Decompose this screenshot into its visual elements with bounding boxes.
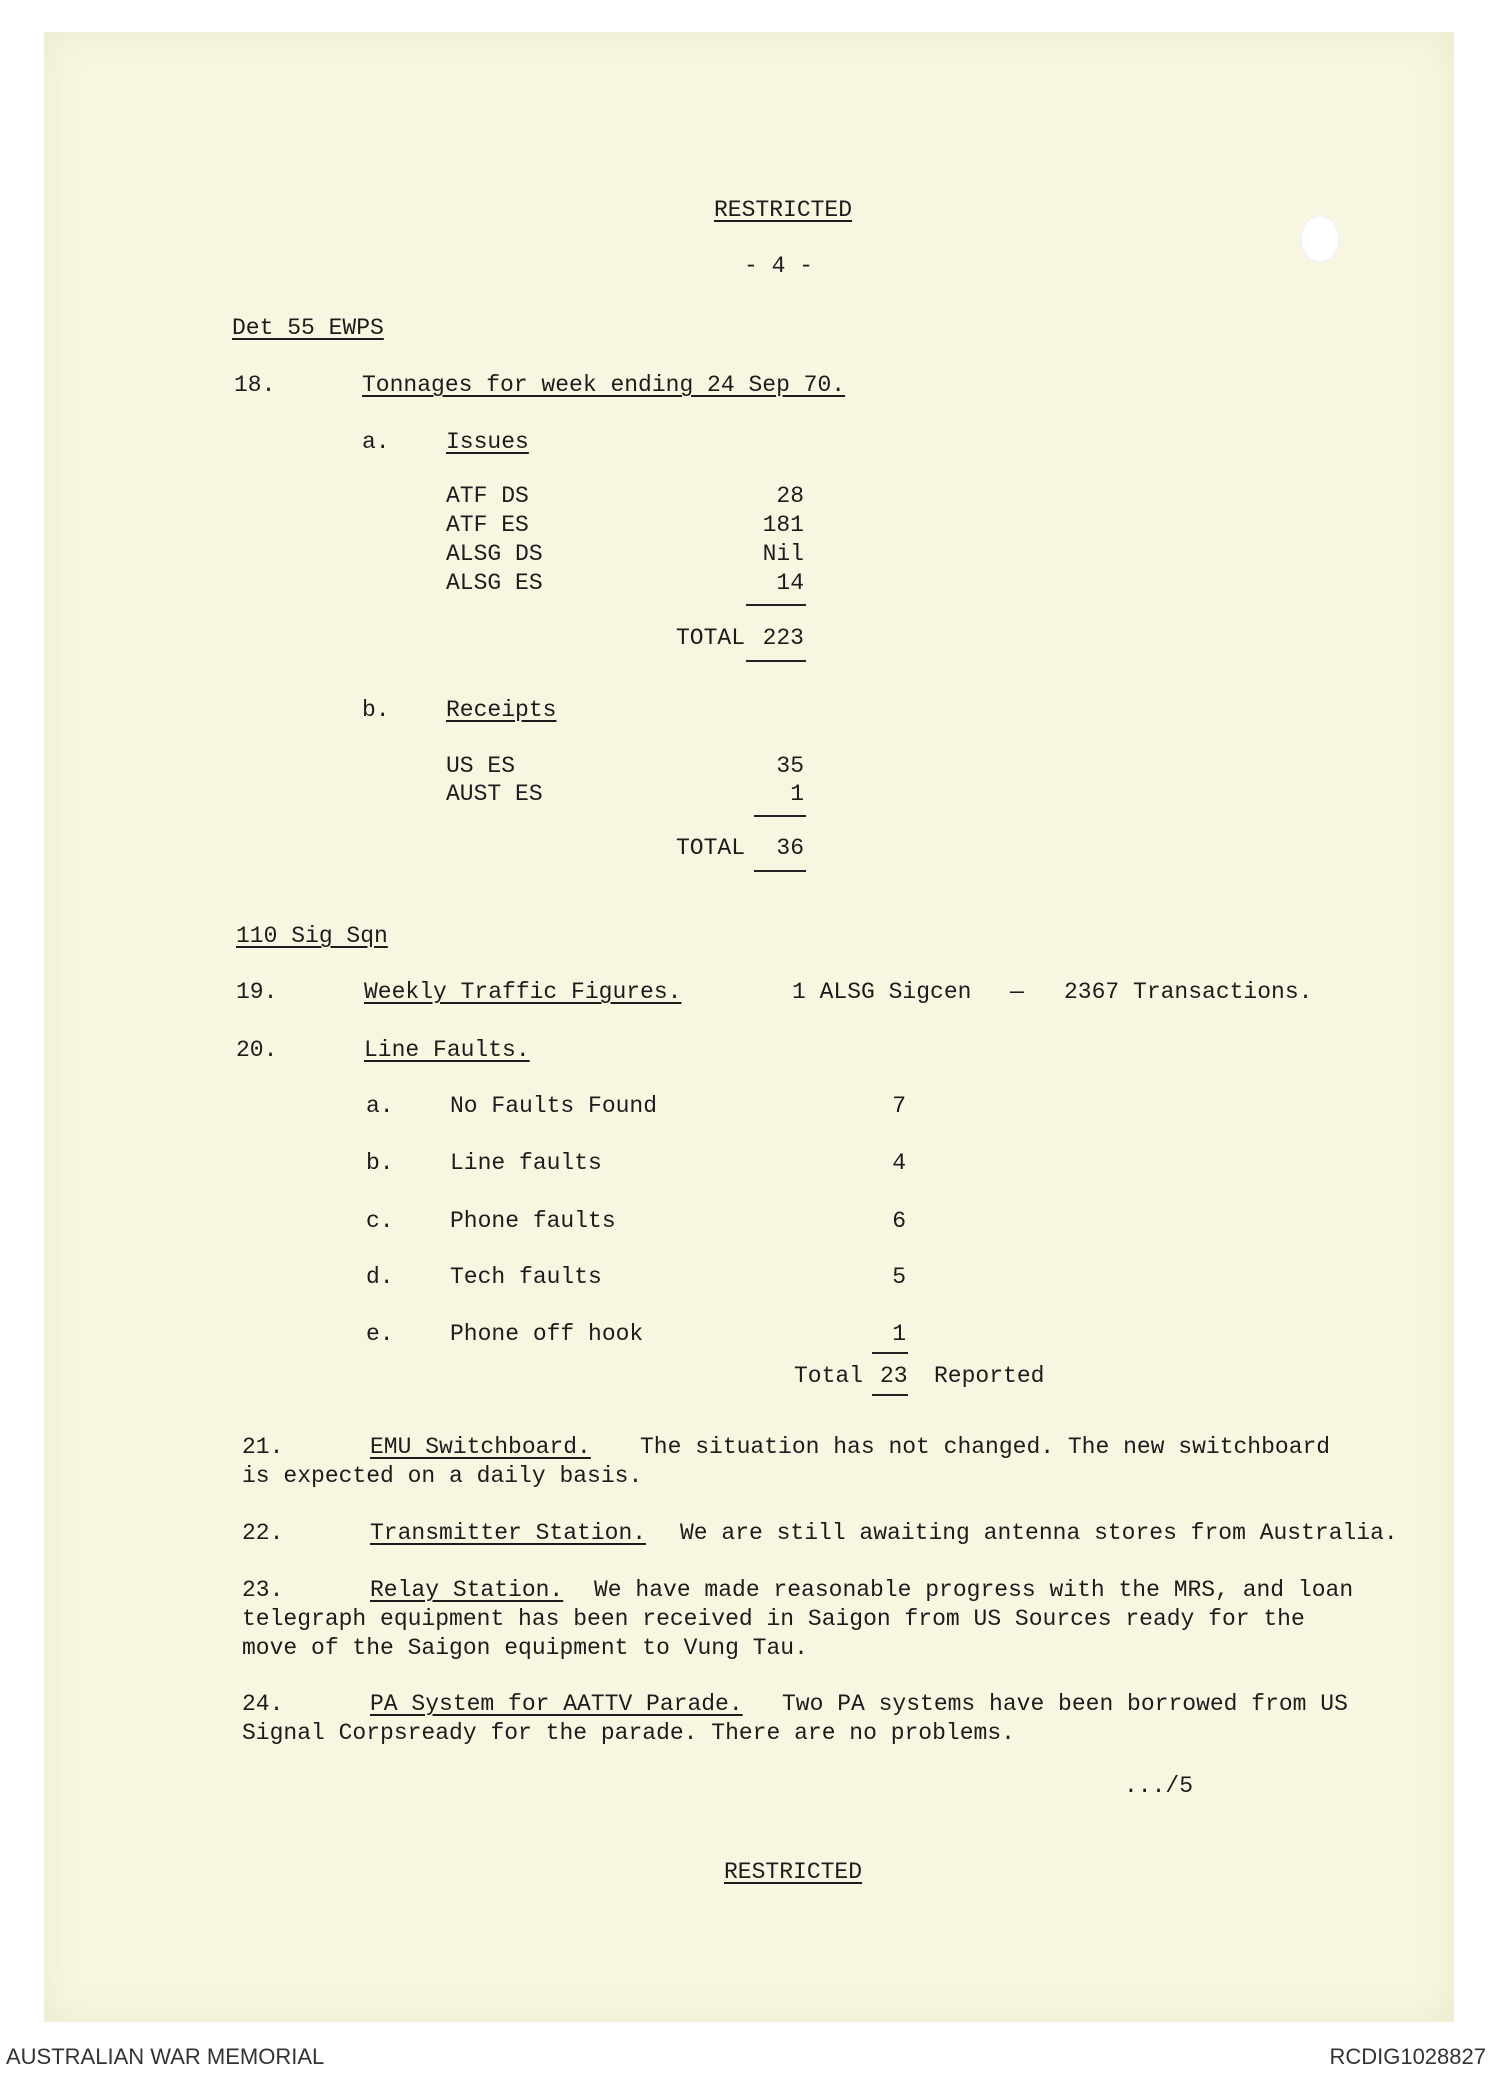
classification-header: RESTRICTED — [714, 197, 853, 223]
receipts-row-name: AUST ES — [446, 781, 543, 807]
para-title-24: PA System for AATTV Parade. — [370, 1691, 743, 1717]
para-number-20: 20. — [236, 1037, 278, 1063]
subpara-label-issues: a. — [362, 429, 390, 455]
issues-row-value: 181 — [762, 512, 804, 538]
subpara-label-receipts: b. — [362, 697, 390, 723]
para-number-22: 22. — [242, 1520, 284, 1546]
issues-total-label: TOTAL — [676, 625, 746, 651]
total-rule-top — [746, 604, 806, 606]
para-text-24: Signal Corpsready for the parade. There are no problems. — [242, 1720, 1015, 1746]
receipts-row-name: US ES — [446, 753, 516, 779]
punch-hole — [1300, 215, 1340, 263]
para-title-20: Line Faults. — [364, 1037, 530, 1063]
continuation-marker: .../5 — [1124, 1773, 1194, 1799]
fault-row-name: Line faults — [450, 1150, 602, 1176]
fault-row-value: 4 — [892, 1150, 906, 1176]
receipts-row-value: 1 — [790, 781, 804, 807]
faults-total-prefix: Total — [794, 1363, 864, 1389]
classification-footer: RESTRICTED — [724, 1859, 863, 1885]
total-rule-top — [872, 1352, 908, 1354]
fault-row-name: No Faults Found — [450, 1093, 658, 1119]
fault-row-value: 7 — [892, 1093, 906, 1119]
issues-row-value: Nil — [762, 541, 804, 567]
fault-row-name: Phone faults — [450, 1208, 616, 1234]
issues-row-name: ATF DS — [446, 483, 529, 509]
subpara-title-receipts: Receipts — [446, 697, 557, 723]
page-number: - 4 - — [744, 253, 814, 279]
fault-row-value: 6 — [892, 1208, 906, 1234]
para-number-24: 24. — [242, 1691, 284, 1717]
archive-credit: AUSTRALIAN WAR MEMORIAL — [6, 2044, 325, 2069]
archive-reference: RCDIG1028827 — [1329, 2044, 1486, 2069]
para-title-19: Weekly Traffic Figures. — [364, 979, 682, 1005]
faults-total-suffix: Reported — [934, 1363, 1045, 1389]
para-text-21: is expected on a daily basis. — [242, 1463, 643, 1489]
para-text-23: telegraph equipment has been received in Saigon from US Sources ready for the — [242, 1606, 1305, 1632]
fault-row-label: d. — [366, 1264, 394, 1290]
fault-row-label: c. — [366, 1208, 394, 1234]
section-heading-110-sig-sqn: 110 Sig Sqn — [236, 923, 388, 949]
traffic-transactions: 2367 Transactions. — [1064, 979, 1313, 1005]
fault-row-label: b. — [366, 1150, 394, 1176]
para-number-18: 18. — [234, 372, 276, 398]
total-rule-top — [754, 815, 806, 817]
issues-row-name: ALSG DS — [446, 541, 543, 567]
issues-row-name: ATF ES — [446, 512, 529, 538]
faults-total-value: 23 — [880, 1363, 908, 1389]
fault-row-label: a. — [366, 1093, 394, 1119]
receipts-total-value: 36 — [776, 835, 804, 861]
issues-row-value: 14 — [776, 570, 804, 596]
total-rule-bottom — [754, 870, 806, 872]
issues-row-name: ALSG ES — [446, 570, 543, 596]
receipts-total-label: TOTAL — [676, 835, 746, 861]
fault-row-name: Tech faults — [450, 1264, 602, 1290]
traffic-unit: 1 ALSG Sigcen — [792, 979, 972, 1005]
issues-total-value: 223 — [762, 625, 804, 651]
para-text-22: We are still awaiting antenna stores from Australia. — [680, 1520, 1398, 1546]
para-text-24: Two PA systems have been borrowed from US — [782, 1691, 1348, 1717]
traffic-dash: — — [1010, 979, 1024, 1005]
receipts-row-value: 35 — [776, 753, 804, 779]
fault-row-value: 5 — [892, 1264, 906, 1290]
subpara-title-issues: Issues — [446, 429, 529, 455]
para-title-22: Transmitter Station. — [370, 1520, 647, 1546]
total-rule-bottom — [746, 660, 806, 662]
para-number-23: 23. — [242, 1577, 284, 1603]
para-title-21: EMU Switchboard. — [370, 1434, 591, 1460]
para-title-18: Tonnages for week ending 24 Sep 70. — [362, 372, 846, 398]
fault-row-label: e. — [366, 1321, 394, 1347]
para-text-23: move of the Saigon equipment to Vung Tau. — [242, 1635, 808, 1661]
para-title-23: Relay Station. — [370, 1577, 564, 1603]
para-text-23: We have made reasonable progress with the MRS, and loan — [594, 1577, 1354, 1603]
para-text-21: The situation has not changed. The new switchboard — [640, 1434, 1331, 1460]
para-number-19: 19. — [236, 979, 278, 1005]
fault-row-name: Phone off hook — [450, 1321, 644, 1347]
total-rule-bottom — [872, 1394, 908, 1396]
fault-row-value: 1 — [892, 1321, 906, 1347]
para-number-21: 21. — [242, 1434, 284, 1460]
section-heading-det55: Det 55 EWPS — [232, 315, 384, 341]
issues-row-value: 28 — [776, 483, 804, 509]
